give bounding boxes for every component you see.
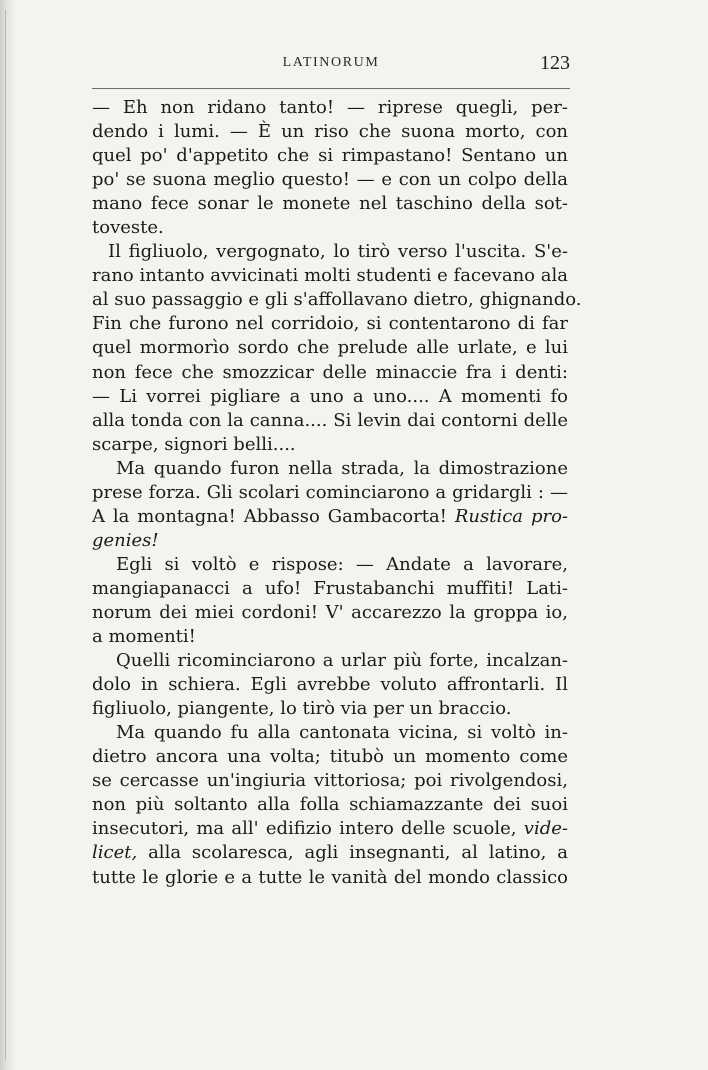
text-line: se cercasse un'ingiuria vittoriosa; poi rivolgendosi, [92,770,568,792]
text-line: Il figliuolo, vergognato, lo tirò verso l'uscita. S'e- [108,241,568,263]
text-line: non più soltanto alla folla schiamazzante dei suoi [92,794,568,816]
text-line: tutte le glorie e a tutte le vanità del mondo classico [92,866,568,888]
text-line: non fece che smozzicar delle minaccie fra i denti: [92,361,568,383]
text-line: a momenti! [92,626,196,648]
text-line: prese forza. Gli scolari cominciarono a gridargli : — [92,481,568,503]
text-line: scarpe, signori belli.... [92,433,296,455]
text-line: quel mormorìo sordo che prelude alle urlate, e lui [92,337,568,359]
text-line: quel po' d'appetito che si rimpastano! Sentano un [92,145,568,167]
text-segment: insecutori, ma all' edifizio intero delle scuole, [92,818,517,840]
text-line [92,817,568,841]
header-rule [92,88,570,89]
text-line: — Li vorrei pigliare a uno a uno.... A momenti fo [92,385,568,407]
text-line: alla tonda con la canna.... Si levin dai contorni delle [92,409,568,431]
page-binding-edge [0,0,16,1070]
text-segment: A la montagna! Abbasso Gambacorta! [92,505,447,527]
text-line: mangiapanacci a ufo! Frustabanchi muffiti! Lati- [92,577,568,599]
text-line: figliuolo, piangente, lo tirò via per un braccio. [92,698,512,720]
text-line: al suo passaggio e gli s'affollavano dietro, ghignando. [92,289,582,311]
text-line: dendo i lumi. — È un riso che suona morto, con [92,121,568,143]
text-line: dolo in schiera. Egli avrebbe voluto affrontarli. Il [92,674,568,696]
page-number: 123 [540,52,570,74]
running-title: LATINORUM [282,55,380,70]
text-line: rano intanto avvicinati molti studenti e facevano ala [92,265,568,287]
text-line: Ma quando furon nella strada, la dimostrazione [116,457,568,479]
text-line: po' se suona meglio questo! — e con un colpo della [92,169,568,191]
italic-phrase: licet, [92,842,138,864]
text-segment: alla scolaresca, agli insegnanti, al latino, a [148,842,568,864]
italic-phrase: Rustica pro- [454,505,568,527]
text-line: dietro ancora una volta; titubò un momento come [92,746,568,768]
text-line: toveste. [92,217,164,239]
text-line: mano fece sonar le monete nel taschino della sot- [92,193,568,215]
text-line [92,505,568,529]
binding-shadow-line [5,10,6,1060]
page-header [92,52,570,76]
body-text [92,96,582,890]
text-line: Egli si voltò e rispose: — Andate a lavorare, [116,553,568,575]
text-line: Quelli ricominciarono a urlar più forte, incalzan- [116,650,568,672]
text-line: Fin che furono nel corridoio, si contentarono di far [92,313,568,335]
text-line: genies! [92,529,159,551]
text-line [92,841,568,865]
text-line: norum dei miei cordoni! V' accarezzo la groppa io, [92,601,568,623]
italic-phrase: vide- [523,818,568,840]
text-line: Ma quando fu alla cantonata vicina, si voltò in- [116,722,568,744]
text-line: — Eh non ridano tanto! — riprese quegli, per- [92,97,568,118]
